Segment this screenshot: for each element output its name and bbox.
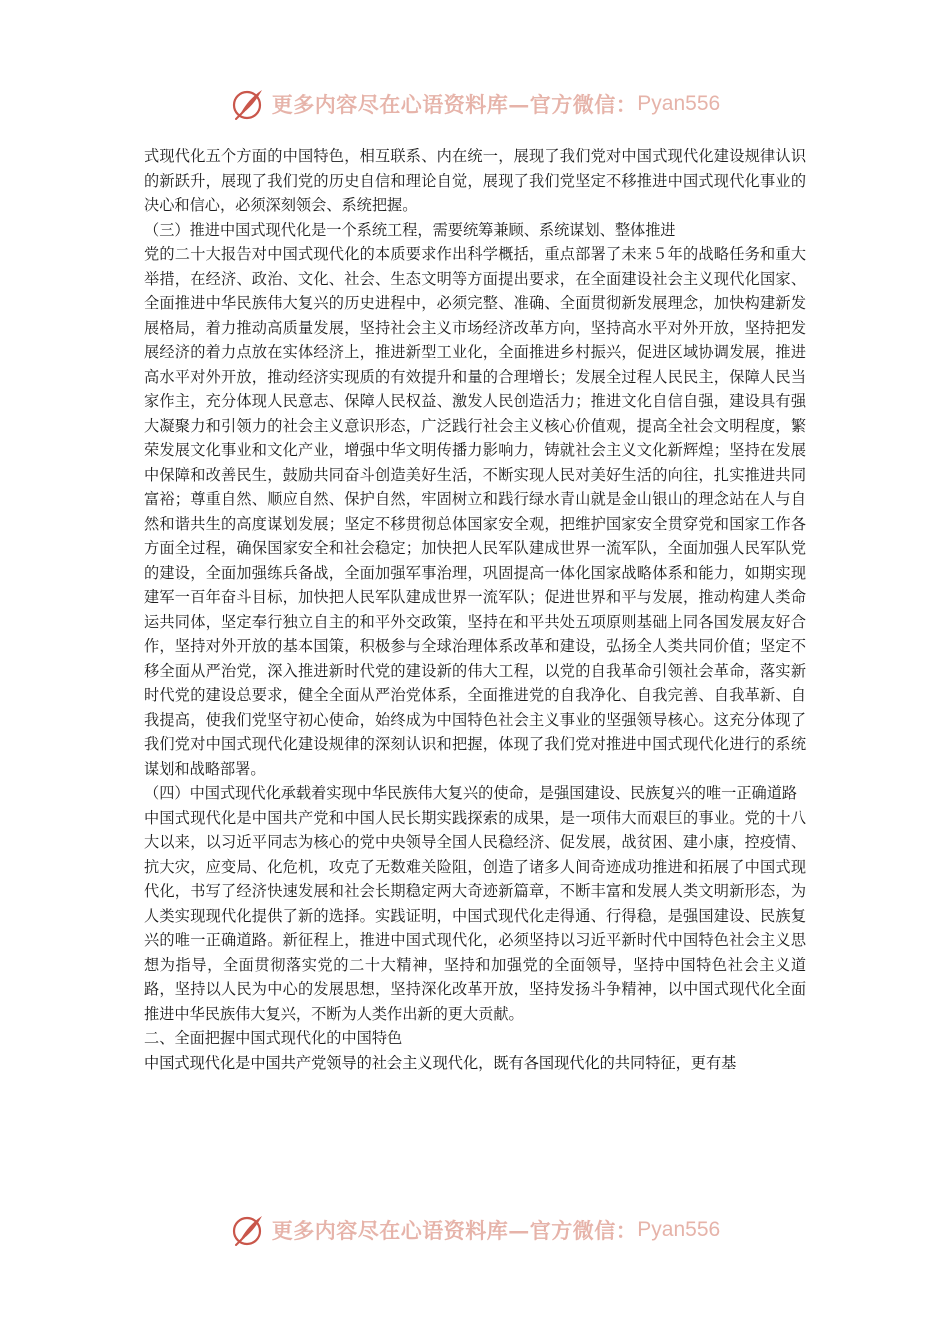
section-heading-3: （三）推进中国式现代化是一个系统工程，需要统筹兼顾、系统谋划、整体推进	[144, 220, 676, 239]
document-body	[144, 144, 806, 1075]
feather-quill-logo-icon	[230, 1212, 266, 1248]
paragraph: 式现代化五个方面的中国特色，相互联系、内在统一，展现了我们党对中国式现代化建设规律认识的新跃升，展现了我们党的历史自信和理论自觉，展现了我们党坚定不移推进中国式现代化事业的决心和信心，必须深刻领会、系统把握。	[144, 147, 806, 214]
banner-text: 更多内容尽在心语资料库—官方微信：	[271, 1218, 638, 1243]
paragraph: 中国式现代化是中国共产党和中国人民长期实践探索的成果，是一项伟大而艰巨的事业。党的十八大以来，以习近平同志为核心的党中央领导全国人民稳经济、促发展，战贫困、建小康，控疫情、抗大灾，应变局、化危机，攻克了无数难关险阻，创造了诸多人间奇迹成功推进和拓展了中国式现代化，书写了经济快速发展和社会长期稳定两大奇迹新篇章，不断丰富和发展人类文明新形态，为人类实现现代化提供了新的选择。实践证明，中国式现代化走得通、行得稳，是强国建设、民族复兴的唯一正确道路。新征程上，推进中国式现代化，必须坚持以习近平新时代中国特色社会主义思想为指导，全面贯彻落实党的二十大精神，坚持和加强党的全面领导，坚持中国特色社会主义道路，坚持以人民为中心的发展思想，坚持深化改革开放，坚持发扬斗争精神，以中国式现代化全面推进中华民族伟大复兴，不断为人类作出新的更大贡献。	[144, 808, 806, 1023]
feather-quill-logo-icon	[230, 86, 266, 122]
header-watermark-banner	[0, 82, 950, 126]
banner-wechat-id: Pyan556	[637, 92, 721, 115]
footer-watermark-banner	[0, 1208, 950, 1252]
section-heading-4: （四）中国式现代化承载着实现中华民族伟大复兴的使命，是强国建设、民族复兴的唯一正确道路	[144, 784, 798, 802]
banner-text: 更多内容尽在心语资料库—官方微信：	[271, 92, 638, 117]
banner-wechat-id: Pyan556	[637, 1218, 721, 1241]
paragraph-continued: 中国式现代化是中国共产党领导的社会主义现代化，既有各国现代化的共同特征，更有基	[144, 1053, 737, 1072]
paragraph: 党的二十大报告对中国式现代化的本质要求作出科学概括，重点部署了未来５年的战略任务和重大举措，在经济、政治、文化、社会、生态文明等方面提出要求，在全面建设社会主义现代化国家、全面推进中华民族伟大复兴的历史进程中，必须完整、准确、全面贯彻新发展理念，加快构建新发展格局，着力推动高质量发展，坚持社会主义市场经济改革方向，坚持高水平对外开放，坚持把发展经济的着力点放在实体经济上，推进新型工业化，全面推进乡村振兴，促进区域协调发展，推进高水平对外开放，推动经济实现质的有效提升和量的合理增长；发展全过程人民民主，保障人民当家作主，充分体现人民意志、保障人民权益、激发人民创造活力；推进文化自信自强，建设具有强大凝聚力和引领力的社会主义意识形态，广泛践行社会主义核心价值观，提高全社会文明程度，繁荣发展文化事业和文化产业，增强中华文明传播力影响力，铸就社会主义文化新辉煌；坚持在发展中保障和改善民生，鼓励共同奋斗创造美好生活，不断实现人民对美好生活的向往，扎实推进共同富裕；尊重自然、顺应自然、保护自然，牢固树立和践行绿水青山就是金山银山的理念站在人与自然和谐共生的高度谋划发展；坚定不移贯彻总体国家安全观，把维护国家安全贯穿党和国家工作各方面全过程，确保国家安全和社会稳定；加快把人民军队建成世界一流军队，全面加强人民军队党的建设，全面加强练兵备战，全面加强军事治理，巩固提高一体化国家战略体系和能力，如期实现建军一百年奋斗目标，加快把人民军队建成世界一流军队；促进世界和平与发展，推动构建人类命运共同体，坚定奉行独立自主的和平外交政策，坚持在和平共处五项原则基础上同各国发展友好合作，坚持对外开放的基本国策，积极参与全球治理体系改革和建设，弘扬全人类共同价值；坚定不移全面从严治党，深入推进新时代党的建设新的伟大工程，以党的自我革命引领社会革命，落实新时代党的建设总要求，健全全面从严治党体系，全面推进党的自我净化、自我完善、自我革新、自我提高，使我们党坚守初心使命，始终成为中国特色社会主义事业的坚强领导核心。这充分体现了我们党对中国式现代化建设规律的深刻认识和把握，体现了我们党对推进中国式现代化进行的系统谋划和战略部署。	[144, 245, 806, 778]
chapter-heading-2: 二、全面把握中国式现代化的中国特色	[144, 1029, 403, 1047]
